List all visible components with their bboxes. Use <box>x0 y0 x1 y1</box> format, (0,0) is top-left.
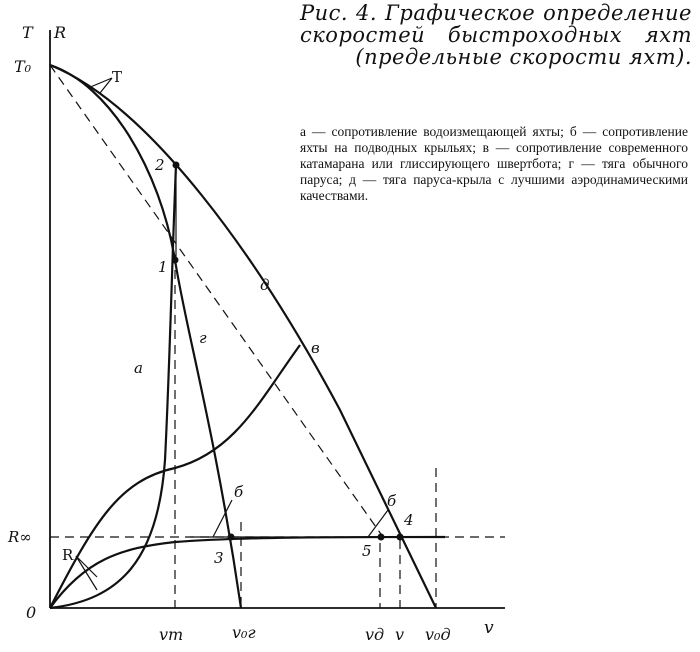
curve-a-displacement-resistance <box>50 165 176 608</box>
curve-label-T: T <box>112 68 123 86</box>
curve-label-R: R <box>62 546 74 564</box>
tick-vd: vд <box>365 625 385 644</box>
curve-label-b-upper: б <box>387 492 397 510</box>
b-pointer <box>368 510 388 537</box>
point-3-dot <box>228 534 235 541</box>
curve-label-v: в <box>311 339 320 357</box>
curve-label-g: г <box>199 329 207 347</box>
r-pointer <box>76 556 97 590</box>
tick-vm: vm <box>159 625 184 644</box>
T0-label: T₀ <box>14 57 32 76</box>
tick-v0d: v₀д <box>425 625 451 644</box>
point-2-dot <box>173 162 180 169</box>
curve-d-sail-wing-thrust <box>50 65 436 608</box>
point-1-dot <box>172 257 179 264</box>
point-5-dot <box>378 534 385 541</box>
caption-body: а — сопротивление водоизмещающей яхты; б — сопротивление яхты на подводных крыльях; в — сопротивление современного катамарана или глиссирующего швертбота; г — тяга обычного паруса; д — тяга паруса-крыла с лучшими аэродинамическими качествами. <box>300 124 688 203</box>
tick-v0g: v₀г <box>232 623 256 642</box>
point-4-dot <box>397 534 404 541</box>
curve-g-ordinary-sail-thrust <box>50 65 241 608</box>
origin-label: 0 <box>26 603 37 622</box>
point-label-2: 2 <box>155 156 165 174</box>
R-inf-label: R∞ <box>8 528 32 546</box>
x-axis-label: v <box>484 618 494 638</box>
curve-b-hydrofoil-resistance <box>50 537 445 608</box>
point-label-4: 4 <box>404 511 414 529</box>
caption-title: Рис. 4. Графическое определение скоростей быстроходных яхт (предельные скорости яхт). <box>300 1 692 69</box>
curve-label-a: а <box>134 359 143 377</box>
y-axis-label-T: T <box>22 23 33 42</box>
y-axis-label-R: R <box>54 23 67 42</box>
point-label-3: 3 <box>214 549 224 567</box>
curve-label-b-lower: б <box>234 483 244 501</box>
point-label-5: 5 <box>362 542 372 560</box>
curve-label-d: д <box>260 276 270 294</box>
tick-v: v <box>395 625 405 644</box>
point-label-1: 1 <box>158 258 168 276</box>
